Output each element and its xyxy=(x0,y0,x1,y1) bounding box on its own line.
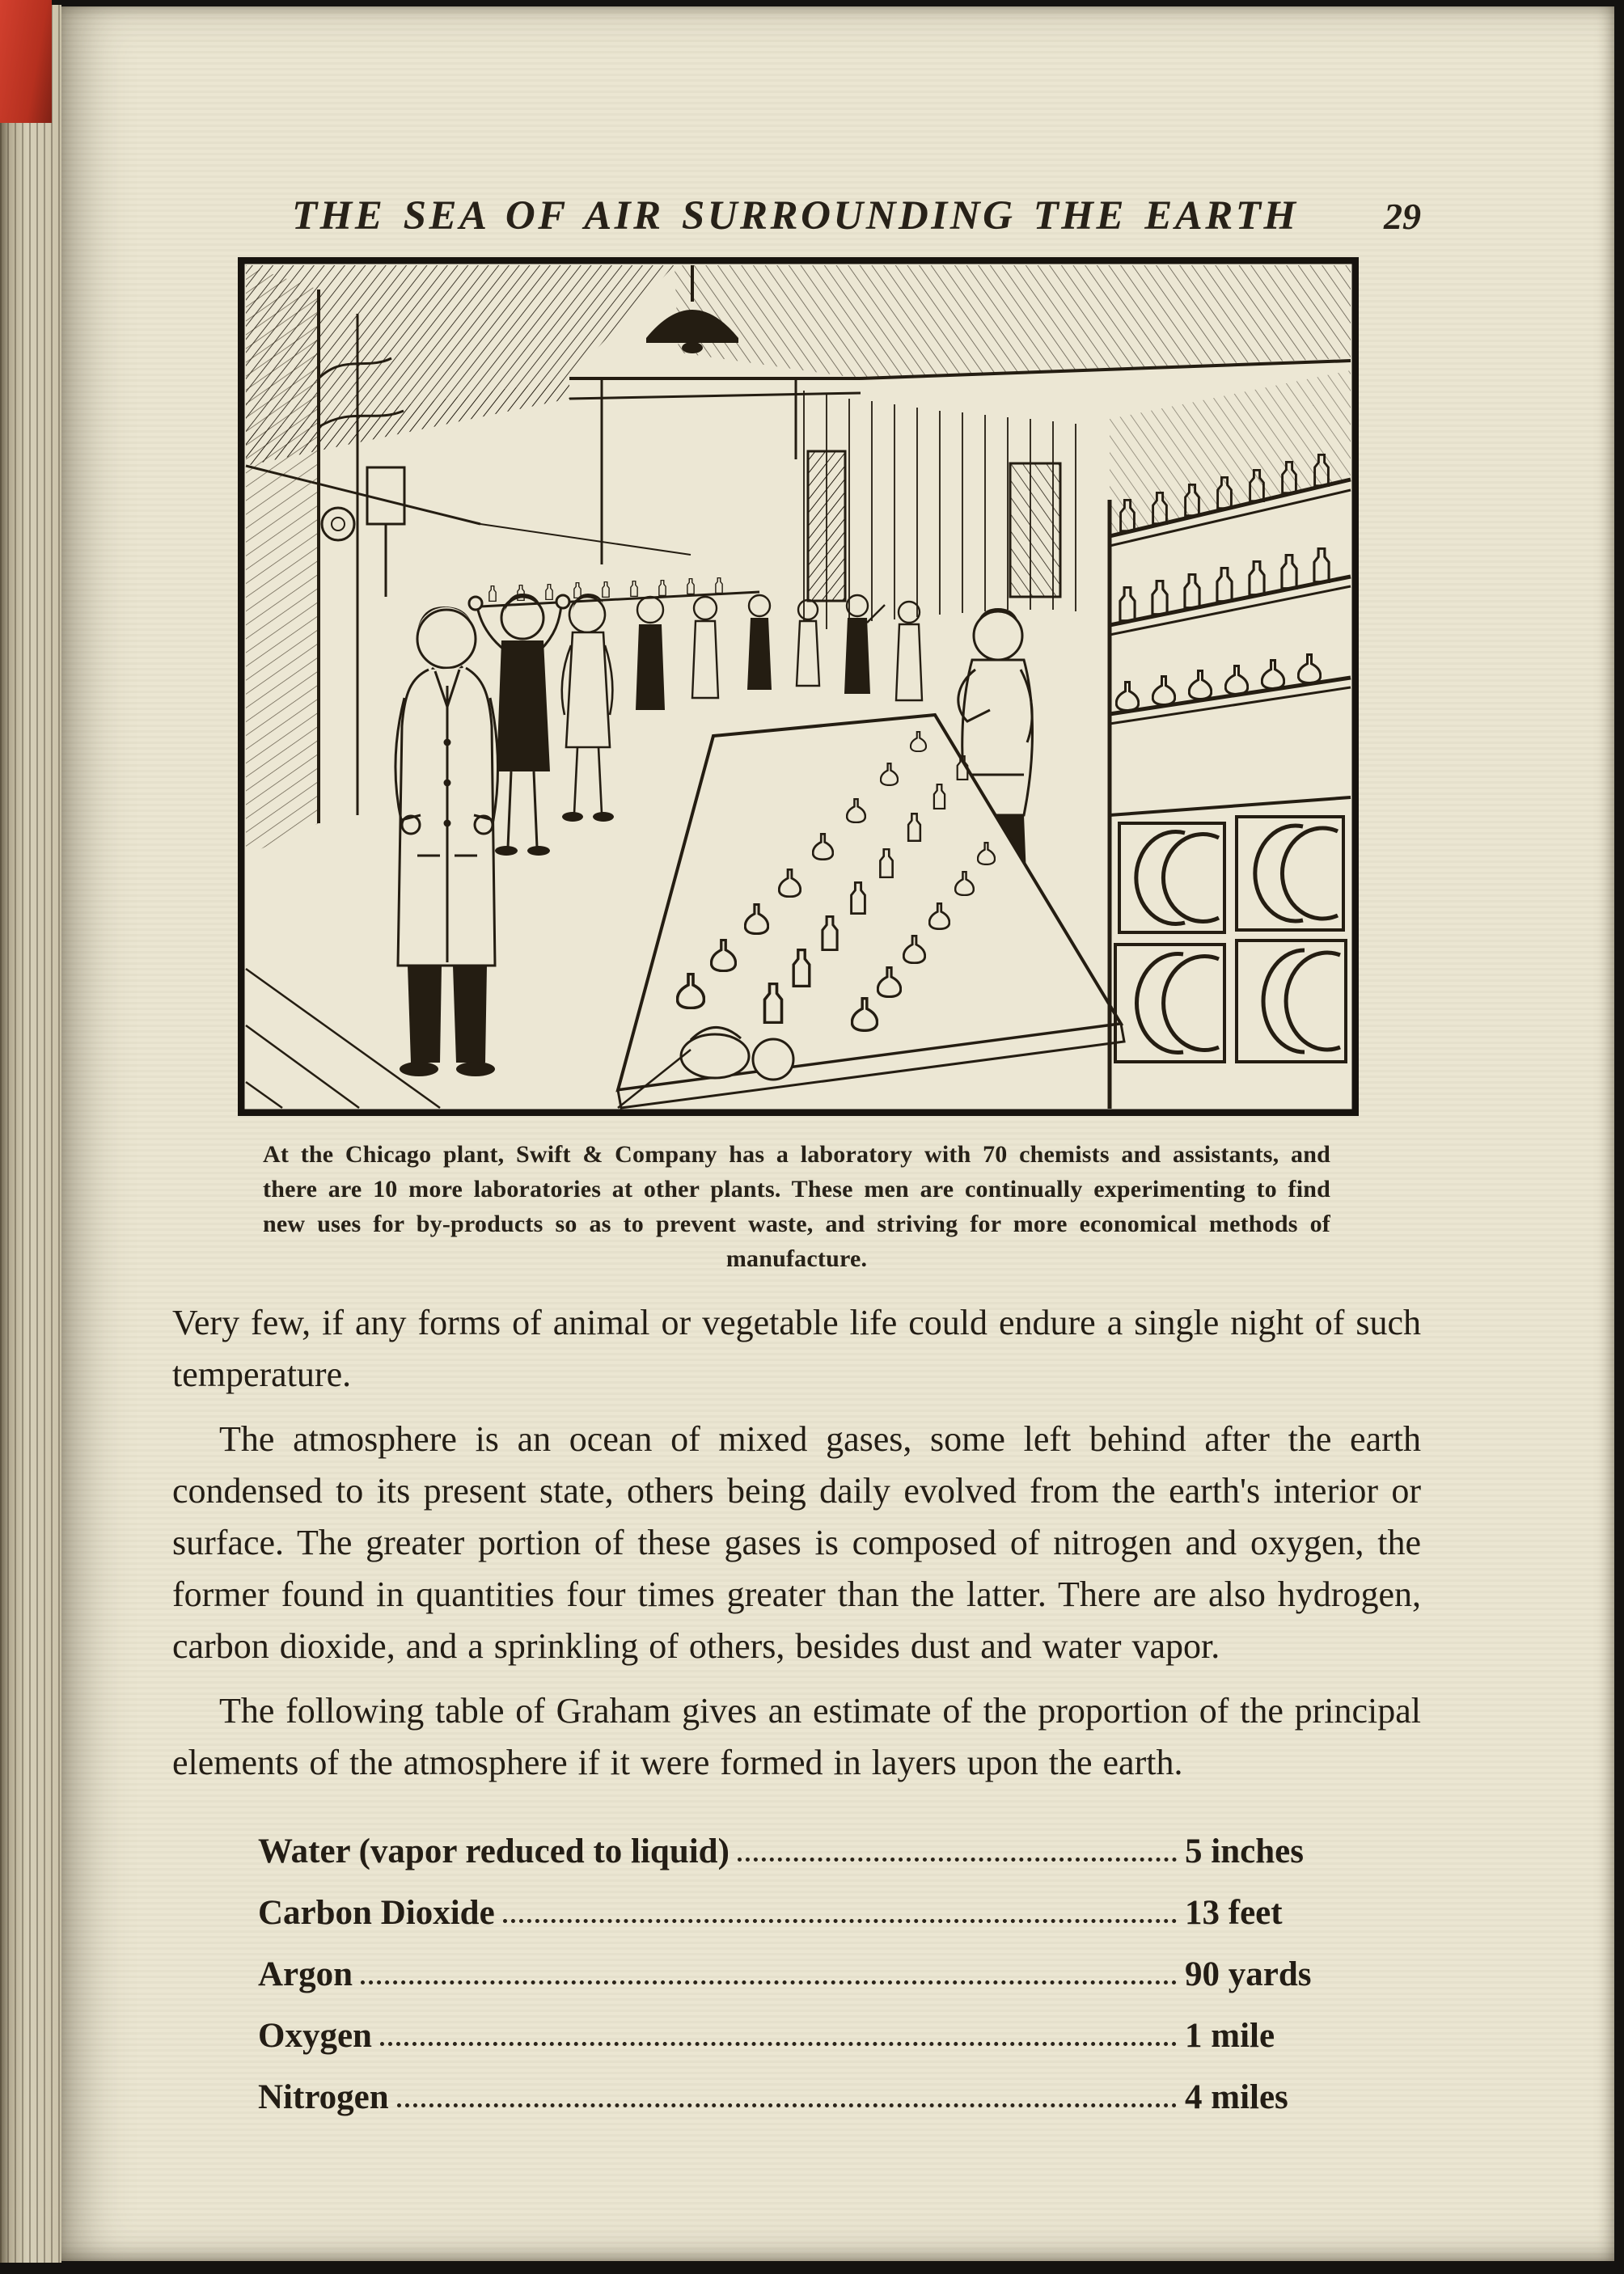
dot-leader xyxy=(380,2042,1177,2046)
row-label: Water (vapor reduced to liquid) xyxy=(258,1832,730,1870)
running-header xyxy=(172,192,1421,239)
table-row xyxy=(258,1993,1339,2054)
dot-leader xyxy=(738,1858,1177,1862)
laboratory-illustration xyxy=(238,257,1359,1116)
row-value: 5 inches xyxy=(1185,1832,1304,1870)
table-row xyxy=(258,1870,1339,1931)
book-page xyxy=(61,6,1614,2261)
body-paragraph: The atmosphere is an ocean of mixed gases, some left behind after the earth condensed to its present state, others being daily evolved from the earth's interior or surface. The greater portion of these gases is composed of nitrogen and oxygen, the former found in quantities four times greater than the latter. There are also hydrogen, carbon dioxide, and a sprinkling of others, besides dust and water vapor. xyxy=(172,1419,1421,1666)
book-cover-edge xyxy=(0,0,52,123)
dot-leader xyxy=(503,1919,1177,1923)
table-row xyxy=(258,1808,1339,1870)
row-value: 4 miles xyxy=(1185,2077,1288,2116)
row-label: Carbon Dioxide xyxy=(258,1893,495,1932)
body-paragraph: The following table of Graham gives an estimate of the proportion of the principal elements of the atmosphere if it were formed in layers upon the earth. xyxy=(172,1691,1421,1782)
row-label: Argon xyxy=(258,1955,353,1993)
row-value: 1 mile xyxy=(1185,2016,1275,2055)
body-text xyxy=(172,1297,1421,1789)
table-row xyxy=(258,2054,1339,2115)
row-value: 13 feet xyxy=(1185,1893,1283,1932)
row-label: Nitrogen xyxy=(258,2077,389,2116)
illustration-figure xyxy=(238,257,1359,1116)
row-label: Oxygen xyxy=(258,2016,372,2055)
dot-leader xyxy=(361,1980,1177,1984)
table-row xyxy=(258,1931,1339,1993)
page-content xyxy=(172,192,1421,2115)
page-title: THE SEA OF AIR SURROUNDING THE EARTH xyxy=(292,193,1299,239)
row-value: 90 yards xyxy=(1185,1955,1312,1993)
body-paragraph: Very few, if any forms of animal or vegetable life could endure a single night of such temperature. xyxy=(172,1303,1421,1394)
dot-leader xyxy=(397,2103,1177,2107)
page-number: 29 xyxy=(1384,196,1421,237)
illustration-caption: At the Chicago plant, Swift & Company has a laboratory with 70 chemists and assistants, and there are 10 more laboratories at other plants. These men are continually experimenting to find new uses for by-products so as to prevent waste, and striving for more economical methods of manufacture. xyxy=(263,1141,1330,1272)
atmosphere-layers-table xyxy=(258,1808,1339,2115)
book-page-edges xyxy=(0,5,61,2263)
